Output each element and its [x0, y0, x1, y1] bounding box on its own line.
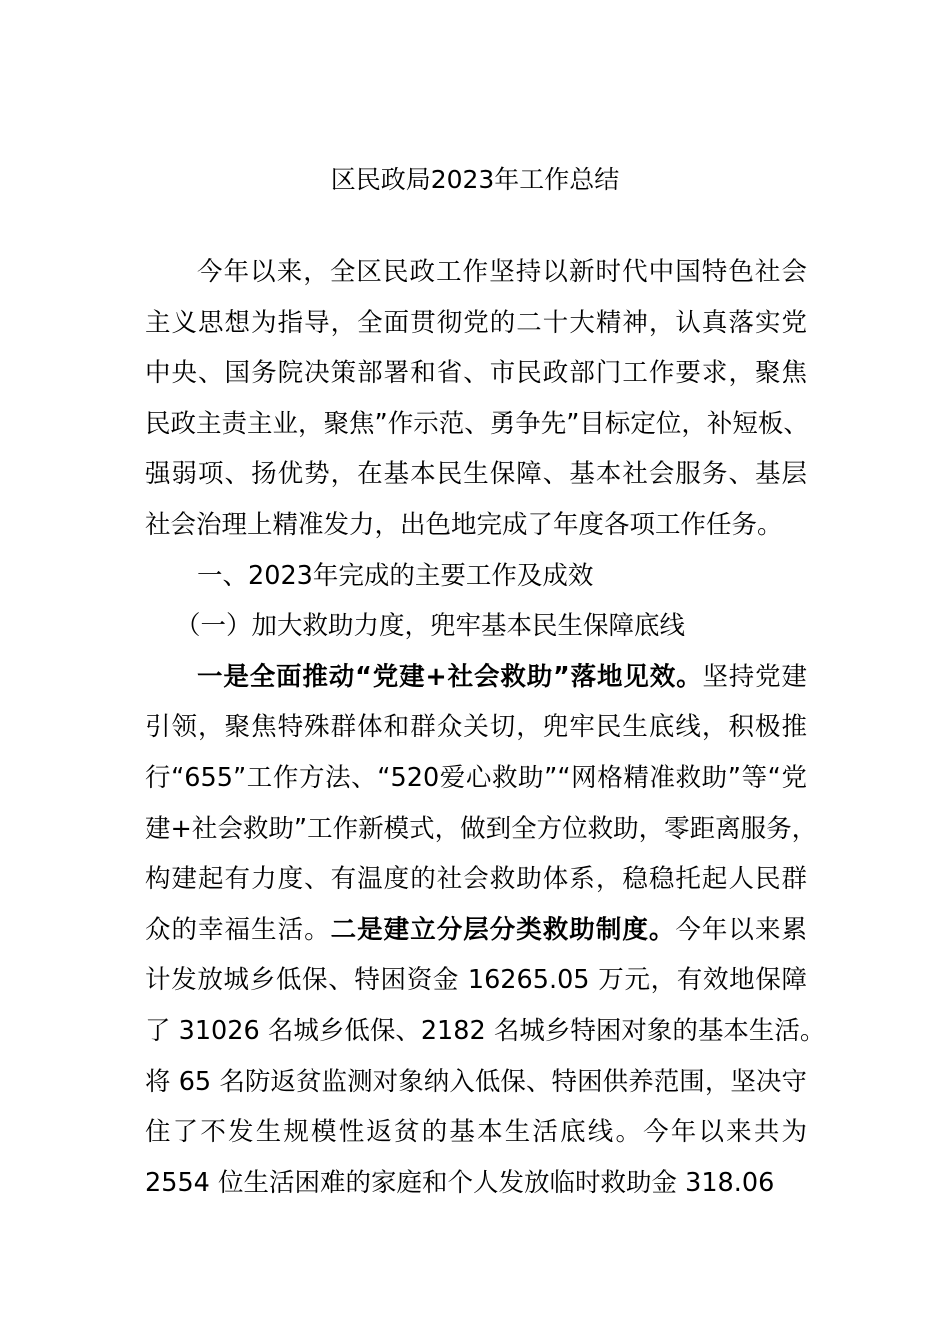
document-body: [145, 254, 826, 1215]
text-line: [145, 1064, 807, 1115]
text-line: [145, 962, 807, 1013]
text-line: [145, 305, 807, 356]
text-line: [145, 1114, 807, 1165]
text-line: [145, 406, 807, 457]
text-line: [145, 456, 807, 507]
body-text: 今年以来，全区民政工作坚持以新时代中国特色社会: [197, 257, 807, 287]
body-text: 计发放城乡低保、特困资金 16265.05 万元，有效地保障: [145, 965, 807, 996]
body-text: 今年以来累: [675, 914, 807, 945]
document-title: 区民政局2023年工作总结: [330, 165, 620, 194]
bold-heading-text: 二是建立分层分类救助制度。: [330, 914, 676, 945]
body-text: 了 31026 名城乡低保、2182 名城乡特困对象的基本生活。: [145, 1015, 826, 1046]
bold-heading-text: 一是全面推动“党建+社会救助”落地见效。: [197, 661, 703, 692]
text-line: [145, 1165, 807, 1216]
body-text: 住了不发生规模性返贫的基本生活底线。今年以来共为: [145, 1117, 807, 1148]
text-line: [145, 608, 807, 659]
body-text: 中央、国务院决策部署和省、市民政部门工作要求，聚焦: [145, 358, 807, 389]
text-line: [145, 1013, 826, 1064]
body-text: 行“655”工作方法、“520爱心救助”“网格精准救助”等“党: [145, 762, 807, 793]
body-text: 众的幸福生活。: [145, 914, 331, 945]
text-line: [145, 355, 807, 406]
body-text: 2554 位生活困难的家庭和个人发放临时救助金 318.06: [145, 1167, 775, 1198]
text-line: [145, 811, 818, 862]
text-line: [145, 861, 807, 912]
body-text: 建+社会救助”工作新模式，做到全方位救助，零距离服务，: [145, 813, 818, 844]
text-line: [145, 254, 807, 305]
body-text: （一）加大救助力度，兜牢基本民生保障底线: [175, 611, 686, 642]
body-text: 坚持党建: [702, 661, 807, 692]
body-text: 构建起有力度、有温度的社会救助体系，稳稳托起人民群: [145, 864, 807, 895]
text-line: [145, 558, 807, 609]
body-text: 主义思想为指导，全面贯彻党的二十大精神，认真落实党: [145, 307, 807, 338]
body-text: 强弱项、扬优势，在基本民生保障、基本社会服务、基层: [145, 459, 807, 490]
text-line: [145, 659, 807, 710]
body-text: 一、2023年完成的主要工作及成效: [197, 560, 594, 591]
text-line: [145, 507, 807, 558]
text-line: [145, 760, 807, 811]
body-text: 社会治理上精准发力，出色地完成了年度各项工作任务。: [145, 509, 783, 540]
body-text: 民政主责主业，聚焦”作示范、勇争先”目标定位，补短板、: [145, 408, 809, 439]
body-text: 将 65 名防返贫监测对象纳入低保、特困供养范围，坚决守: [145, 1066, 807, 1097]
body-text: 引领，聚焦特殊群体和群众关切，兜牢民生底线，积极推: [145, 712, 807, 743]
text-line: [145, 709, 807, 760]
text-line: [145, 912, 807, 963]
